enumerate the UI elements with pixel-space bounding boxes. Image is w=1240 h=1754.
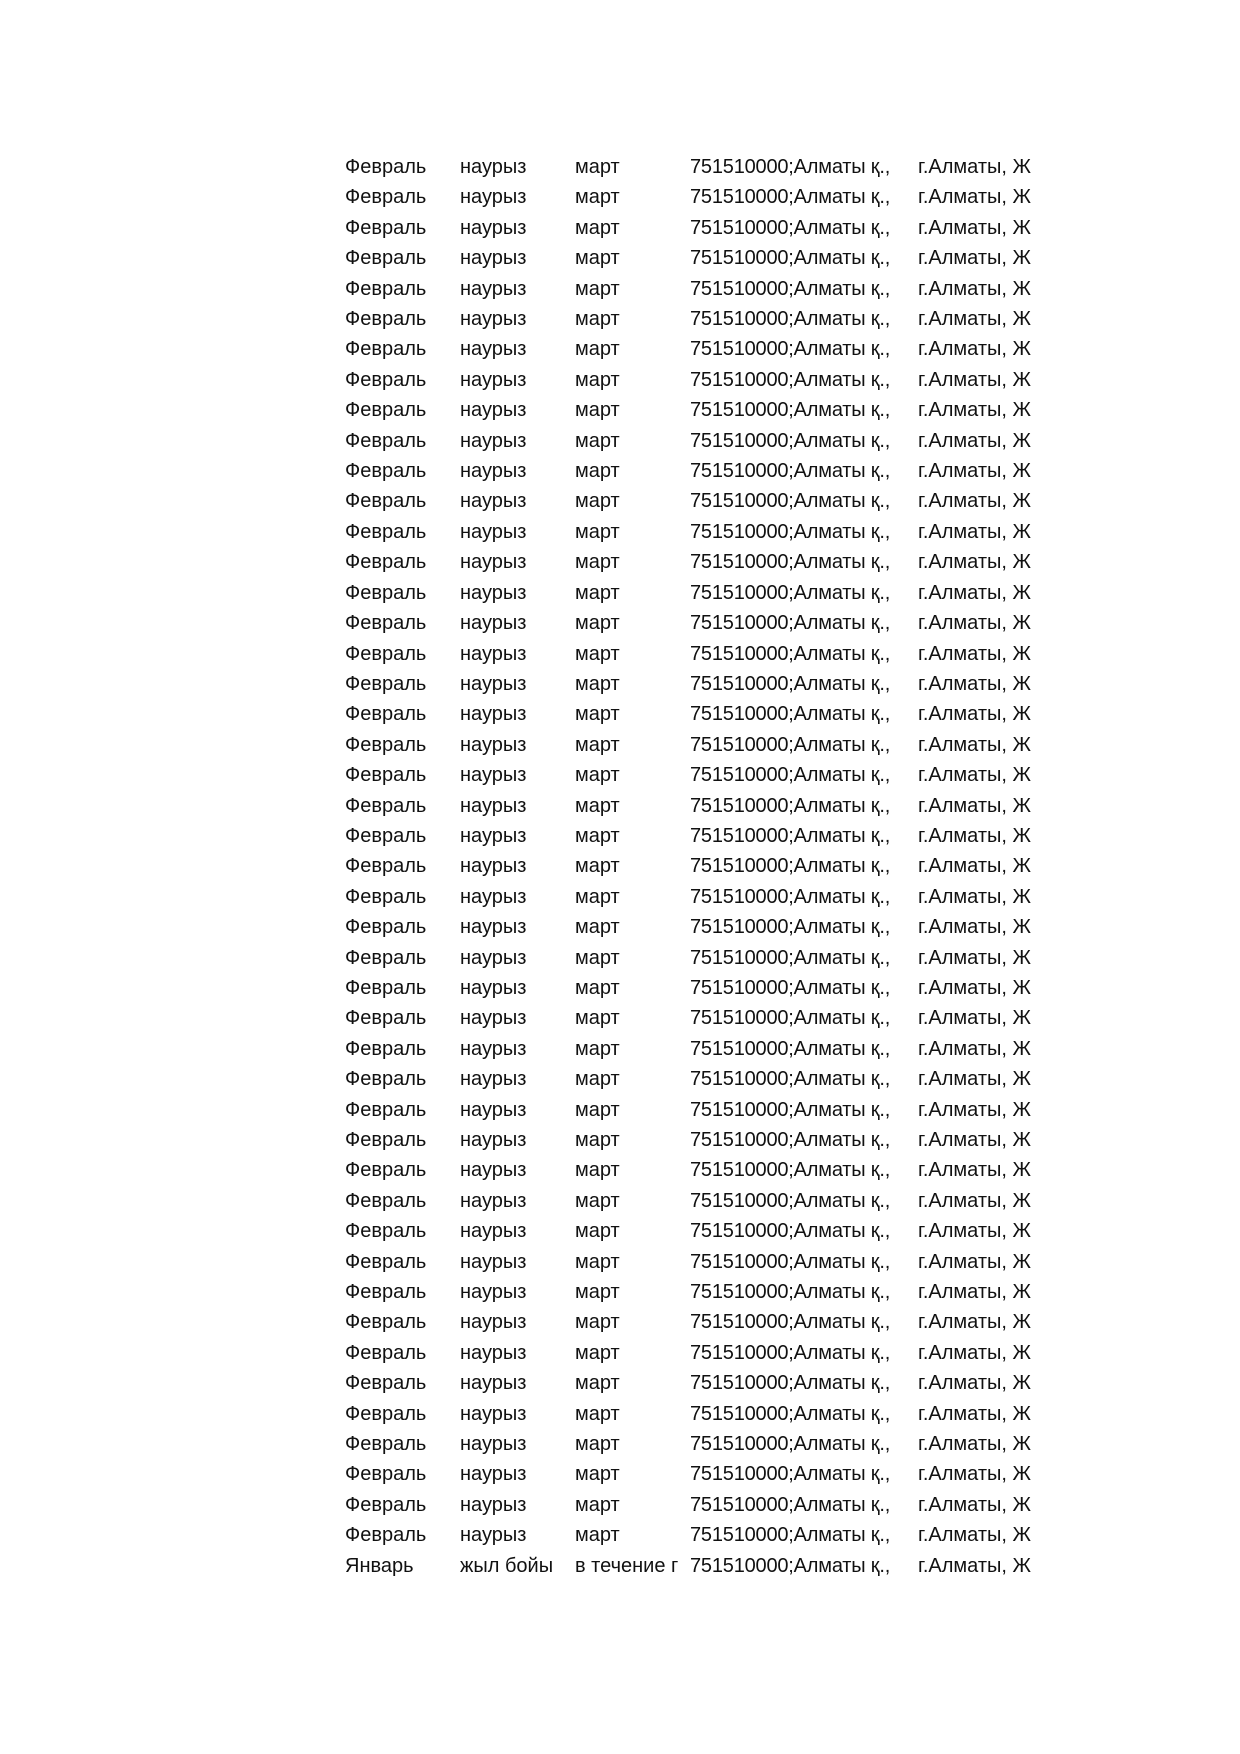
table-row — [345, 1125, 1031, 1155]
period-kz-cell: наурыз — [460, 1068, 527, 1091]
period-ru-cell: март — [575, 186, 620, 209]
table-row — [345, 1429, 1031, 1459]
period-ru-cell: март — [575, 551, 620, 574]
table-row — [345, 365, 1031, 395]
period-ru-cell: март — [575, 1402, 620, 1425]
kato-code-cell: 751510000;Алматы қ., — [690, 612, 891, 635]
kato-code-cell: 751510000;Алматы қ., — [690, 733, 891, 756]
period-ru-cell: март — [575, 885, 620, 908]
address-cell: г.Алматы, Ж — [918, 520, 1031, 543]
address-cell: г.Алматы, Ж — [918, 460, 1031, 483]
address-cell: г.Алматы, Ж — [918, 1129, 1031, 1151]
period-kz-cell: наурыз — [460, 976, 527, 999]
period-ru-cell: март — [575, 1098, 620, 1121]
table-row — [345, 152, 1031, 182]
period-ru-cell: март — [575, 855, 620, 878]
month-cell: Февраль — [345, 429, 427, 452]
period-ru-cell: март — [575, 368, 620, 391]
kato-code-cell: 751510000;Алматы қ., — [690, 216, 891, 239]
address-cell: г.Алматы, Ж — [918, 733, 1031, 756]
table-row — [345, 182, 1031, 212]
period-kz-cell: наурыз — [460, 946, 527, 969]
period-kz-cell: наурыз — [460, 1493, 527, 1516]
period-kz-cell: наурыз — [460, 612, 527, 635]
month-cell: Февраль — [345, 460, 427, 483]
month-cell: Февраль — [345, 703, 427, 726]
period-ru-cell: март — [575, 581, 620, 604]
month-cell: Февраль — [345, 277, 427, 300]
kato-code-cell: 751510000;Алматы қ., — [690, 764, 891, 787]
address-cell: г.Алматы, Ж — [918, 338, 1031, 361]
address-cell: г.Алматы, Ж — [918, 1311, 1031, 1334]
address-cell: г.Алматы, Ж — [918, 642, 1031, 665]
period-kz-cell: наурыз — [460, 1250, 527, 1273]
period-ru-cell: март — [575, 1068, 620, 1091]
period-kz-cell: наурыз — [460, 1129, 527, 1151]
table-row — [345, 1338, 1031, 1368]
kato-code-cell: 751510000;Алматы қ., — [690, 1372, 891, 1395]
kato-code-cell: 751510000;Алматы қ., — [690, 186, 891, 209]
address-cell: г.Алматы, Ж — [918, 551, 1031, 574]
address-cell: г.Алматы, Ж — [918, 186, 1031, 209]
month-cell: Февраль — [345, 186, 427, 209]
kato-code-cell: 751510000;Алматы қ., — [690, 1493, 891, 1516]
month-cell: Февраль — [345, 1341, 427, 1364]
period-kz-cell: наурыз — [460, 399, 527, 422]
kato-code-cell: 751510000;Алматы қ., — [690, 946, 891, 969]
address-cell: г.Алматы, Ж — [918, 399, 1031, 422]
kato-code-cell: 751510000;Алматы қ., — [690, 1159, 891, 1182]
period-ru-cell: март — [575, 642, 620, 665]
period-ru-cell: март — [575, 520, 620, 543]
kato-code-cell: 751510000;Алматы қ., — [690, 368, 891, 391]
month-cell: Февраль — [345, 247, 427, 270]
kato-code-cell: 751510000;Алматы қ., — [690, 277, 891, 300]
period-kz-cell: наурыз — [460, 1341, 527, 1364]
period-ru-cell: март — [575, 764, 620, 787]
month-cell: Февраль — [345, 308, 427, 331]
period-ru-cell: март — [575, 429, 620, 452]
month-cell: Февраль — [345, 1493, 427, 1516]
address-cell: г.Алматы, Ж — [918, 916, 1031, 939]
kato-code-cell: 751510000;Алматы қ., — [690, 1463, 891, 1486]
table-row — [345, 1551, 1031, 1581]
period-ru-cell: март — [575, 156, 620, 178]
period-kz-cell: наурыз — [460, 703, 527, 726]
month-cell: Февраль — [345, 1098, 427, 1121]
period-ru-cell: март — [575, 976, 620, 999]
table-row — [345, 1490, 1031, 1520]
period-kz-cell: наурыз — [460, 490, 527, 513]
kato-code-cell: 751510000;Алматы қ., — [690, 399, 891, 422]
address-cell: г.Алматы, Ж — [918, 1372, 1031, 1395]
address-cell: г.Алматы, Ж — [918, 1493, 1031, 1516]
period-kz-cell: наурыз — [460, 429, 527, 452]
table-row — [345, 426, 1031, 456]
kato-code-cell: 751510000;Алматы қ., — [690, 156, 891, 178]
address-cell: г.Алматы, Ж — [918, 1433, 1031, 1456]
month-cell: Февраль — [345, 916, 427, 939]
period-ru-cell: март — [575, 1524, 620, 1547]
kato-code-cell: 751510000;Алматы қ., — [690, 1311, 891, 1334]
month-cell: Февраль — [345, 1068, 427, 1091]
address-cell: г.Алматы, Ж — [918, 612, 1031, 635]
month-cell: Февраль — [345, 824, 427, 847]
period-ru-cell: март — [575, 1341, 620, 1364]
period-ru-cell: март — [575, 733, 620, 756]
period-ru-cell: март — [575, 338, 620, 361]
month-cell: Февраль — [345, 1463, 427, 1486]
period-ru-cell: март — [575, 612, 620, 635]
month-cell: Февраль — [345, 1220, 427, 1243]
kato-code-cell: 751510000;Алматы қ., — [690, 551, 891, 574]
period-kz-cell: наурыз — [460, 581, 527, 604]
period-kz-cell: наурыз — [460, 338, 527, 361]
address-cell: г.Алматы, Ж — [918, 1250, 1031, 1273]
table-row — [345, 1034, 1031, 1064]
kato-code-cell: 751510000;Алматы қ., — [690, 1007, 891, 1030]
table-row — [345, 547, 1031, 577]
table-row — [345, 699, 1031, 729]
period-ru-cell: март — [575, 916, 620, 939]
address-cell: г.Алматы, Ж — [918, 1402, 1031, 1425]
table-row — [345, 943, 1031, 973]
table-row — [345, 821, 1031, 851]
table-row — [345, 760, 1031, 790]
period-ru-cell: март — [575, 1372, 620, 1395]
table-row — [345, 486, 1031, 516]
address-cell: г.Алматы, Ж — [918, 794, 1031, 817]
kato-code-cell: 751510000;Алматы қ., — [690, 308, 891, 331]
period-kz-cell: наурыз — [460, 764, 527, 787]
month-cell: Февраль — [345, 672, 427, 695]
table-row — [345, 669, 1031, 699]
month-cell: Февраль — [345, 1250, 427, 1273]
address-cell: г.Алматы, Ж — [918, 1281, 1031, 1304]
period-ru-cell: март — [575, 460, 620, 483]
table-row — [345, 274, 1031, 304]
period-ru-cell: март — [575, 490, 620, 513]
kato-code-cell: 751510000;Алматы қ., — [690, 1037, 891, 1060]
kato-code-cell: 751510000;Алматы қ., — [690, 338, 891, 361]
period-kz-cell: наурыз — [460, 885, 527, 908]
period-ru-cell: март — [575, 1037, 620, 1060]
period-kz-cell: наурыз — [460, 1311, 527, 1334]
period-kz-cell: наурыз — [460, 916, 527, 939]
table-body — [345, 152, 1031, 1581]
kato-code-cell: 751510000;Алматы қ., — [690, 794, 891, 817]
address-cell: г.Алматы, Ж — [918, 1037, 1031, 1060]
month-cell: Февраль — [345, 1311, 427, 1334]
period-kz-cell: жыл бойы — [460, 1554, 554, 1577]
period-kz-cell: наурыз — [460, 642, 527, 665]
kato-code-cell: 751510000;Алматы қ., — [690, 642, 891, 665]
period-ru-cell: март — [575, 1007, 620, 1030]
month-cell: Февраль — [345, 612, 427, 635]
period-ru-cell: март — [575, 247, 620, 270]
address-cell: г.Алматы, Ж — [918, 277, 1031, 300]
month-cell: Февраль — [345, 368, 427, 391]
kato-code-cell: 751510000;Алматы қ., — [690, 1129, 891, 1151]
month-cell: Февраль — [345, 581, 427, 604]
period-ru-cell: март — [575, 1250, 620, 1273]
month-cell: Февраль — [345, 764, 427, 787]
period-kz-cell: наурыз — [460, 1402, 527, 1425]
period-kz-cell: наурыз — [460, 733, 527, 756]
kato-code-cell: 751510000;Алматы қ., — [690, 1220, 891, 1243]
kato-code-cell: 751510000;Алматы қ., — [690, 247, 891, 270]
period-kz-cell: наурыз — [460, 308, 527, 331]
period-ru-cell: март — [575, 1493, 620, 1516]
month-cell: Февраль — [345, 338, 427, 361]
kato-code-cell: 751510000;Алматы қ., — [690, 916, 891, 939]
table-row — [345, 1459, 1031, 1489]
kato-code-cell: 751510000;Алматы қ., — [690, 490, 891, 513]
month-cell: Февраль — [345, 551, 427, 574]
kato-code-cell: 751510000;Алматы қ., — [690, 581, 891, 604]
month-cell: Февраль — [345, 216, 427, 239]
period-kz-cell: наурыз — [460, 1463, 527, 1486]
month-cell: Февраль — [345, 1007, 427, 1030]
kato-code-cell: 751510000;Алматы қ., — [690, 1341, 891, 1364]
month-cell: Февраль — [345, 946, 427, 969]
period-kz-cell: наурыз — [460, 520, 527, 543]
table-row — [345, 851, 1031, 881]
address-cell: г.Алматы, Ж — [918, 824, 1031, 847]
kato-code-cell: 751510000;Алматы қ., — [690, 1524, 891, 1547]
period-kz-cell: наурыз — [460, 1220, 527, 1243]
address-cell: г.Алматы, Ж — [918, 429, 1031, 452]
period-ru-cell: март — [575, 277, 620, 300]
table-row — [345, 1095, 1031, 1125]
period-kz-cell: наурыз — [460, 824, 527, 847]
address-cell: г.Алматы, Ж — [918, 156, 1031, 178]
table-row — [345, 1064, 1031, 1094]
period-ru-cell: март — [575, 1129, 620, 1151]
kato-code-cell: 751510000;Алматы қ., — [690, 1433, 891, 1456]
kato-code-cell: 751510000;Алматы қ., — [690, 855, 891, 878]
data-table — [345, 152, 1031, 1581]
period-ru-cell: март — [575, 946, 620, 969]
table-row — [345, 213, 1031, 243]
month-cell: Февраль — [345, 1037, 427, 1060]
address-cell: г.Алматы, Ж — [918, 764, 1031, 787]
address-cell: г.Алматы, Ж — [918, 1524, 1031, 1547]
table-row — [345, 1368, 1031, 1398]
period-ru-cell: март — [575, 824, 620, 847]
table-row — [345, 517, 1031, 547]
table-row — [345, 1520, 1031, 1550]
address-cell: г.Алматы, Ж — [918, 247, 1031, 270]
month-cell: Февраль — [345, 1524, 427, 1547]
period-kz-cell: наурыз — [460, 1007, 527, 1030]
kato-code-cell: 751510000;Алматы қ., — [690, 520, 891, 543]
kato-code-cell: 751510000;Алматы қ., — [690, 1250, 891, 1273]
month-cell: Февраль — [345, 885, 427, 908]
period-kz-cell: наурыз — [460, 672, 527, 695]
table-row — [345, 304, 1031, 334]
period-ru-cell: март — [575, 1463, 620, 1486]
month-cell: Февраль — [345, 399, 427, 422]
period-kz-cell: наурыз — [460, 460, 527, 483]
table-row — [345, 395, 1031, 425]
table-row — [345, 1307, 1031, 1337]
period-kz-cell: наурыз — [460, 1281, 527, 1304]
period-kz-cell: наурыз — [460, 855, 527, 878]
period-kz-cell: наурыз — [460, 1433, 527, 1456]
address-cell: г.Алматы, Ж — [918, 1341, 1031, 1364]
address-cell: г.Алматы, Ж — [918, 1189, 1031, 1212]
kato-code-cell: 751510000;Алматы қ., — [690, 824, 891, 847]
table-row — [345, 608, 1031, 638]
month-cell: Февраль — [345, 1372, 427, 1395]
table-row — [345, 912, 1031, 942]
month-cell: Февраль — [345, 156, 427, 178]
month-cell: Февраль — [345, 855, 427, 878]
month-cell: Февраль — [345, 490, 427, 513]
month-cell: Февраль — [345, 1189, 427, 1212]
month-cell: Февраль — [345, 1402, 427, 1425]
address-cell: г.Алматы, Ж — [918, 581, 1031, 604]
period-kz-cell: наурыз — [460, 368, 527, 391]
month-cell: Февраль — [345, 794, 427, 817]
month-cell: Февраль — [345, 520, 427, 543]
period-ru-cell: март — [575, 1281, 620, 1304]
address-cell: г.Алматы, Ж — [918, 368, 1031, 391]
month-cell: Февраль — [345, 1159, 427, 1182]
kato-code-cell: 751510000;Алматы қ., — [690, 976, 891, 999]
table-row — [345, 1155, 1031, 1185]
period-kz-cell: наурыз — [460, 1098, 527, 1121]
period-kz-cell: наурыз — [460, 156, 527, 178]
period-kz-cell: наурыз — [460, 1524, 527, 1547]
month-cell: Февраль — [345, 733, 427, 756]
period-ru-cell: март — [575, 1189, 620, 1212]
period-kz-cell: наурыз — [460, 247, 527, 270]
month-cell: Февраль — [345, 1129, 427, 1151]
table-row — [345, 1399, 1031, 1429]
kato-code-cell: 751510000;Алматы қ., — [690, 672, 891, 695]
address-cell: г.Алматы, Ж — [918, 1554, 1031, 1577]
table-row — [345, 791, 1031, 821]
month-cell: Февраль — [345, 976, 427, 999]
table-row — [345, 1247, 1031, 1277]
period-ru-cell: март — [575, 399, 620, 422]
period-kz-cell: наурыз — [460, 277, 527, 300]
month-cell: Февраль — [345, 1433, 427, 1456]
kato-code-cell: 751510000;Алматы қ., — [690, 1068, 891, 1091]
address-cell: г.Алматы, Ж — [918, 1007, 1031, 1030]
table-row — [345, 1216, 1031, 1246]
period-ru-cell: март — [575, 1220, 620, 1243]
address-cell: г.Алматы, Ж — [918, 1463, 1031, 1486]
period-ru-cell: март — [575, 794, 620, 817]
table-row — [345, 973, 1031, 1003]
kato-code-cell: 751510000;Алматы қ., — [690, 1554, 891, 1577]
period-ru-cell: март — [575, 703, 620, 726]
kato-code-cell: 751510000;Алматы қ., — [690, 1402, 891, 1425]
period-kz-cell: наурыз — [460, 216, 527, 239]
kato-code-cell: 751510000;Алматы қ., — [690, 1281, 891, 1304]
period-ru-cell: март — [575, 672, 620, 695]
address-cell: г.Алматы, Ж — [918, 885, 1031, 908]
address-cell: г.Алматы, Ж — [918, 490, 1031, 513]
address-cell: г.Алматы, Ж — [918, 855, 1031, 878]
kato-code-cell: 751510000;Алматы қ., — [690, 1098, 891, 1121]
month-cell: Февраль — [345, 1281, 427, 1304]
period-kz-cell: наурыз — [460, 1159, 527, 1182]
address-cell: г.Алматы, Ж — [918, 1220, 1031, 1243]
address-cell: г.Алматы, Ж — [918, 1068, 1031, 1091]
address-cell: г.Алматы, Ж — [918, 1159, 1031, 1182]
period-kz-cell: наурыз — [460, 551, 527, 574]
period-kz-cell: наурыз — [460, 1372, 527, 1395]
month-cell: Январь — [345, 1554, 414, 1577]
period-kz-cell: наурыз — [460, 794, 527, 817]
address-cell: г.Алматы, Ж — [918, 703, 1031, 726]
address-cell: г.Алматы, Ж — [918, 308, 1031, 331]
table-row — [345, 1277, 1031, 1307]
table-row — [345, 639, 1031, 669]
kato-code-cell: 751510000;Алматы қ., — [690, 703, 891, 726]
address-cell: г.Алматы, Ж — [918, 672, 1031, 695]
table-row — [345, 1186, 1031, 1216]
period-ru-cell: март — [575, 1159, 620, 1182]
kato-code-cell: 751510000;Алматы қ., — [690, 460, 891, 483]
address-cell: г.Алматы, Ж — [918, 216, 1031, 239]
table-row — [345, 578, 1031, 608]
table-row — [345, 334, 1031, 364]
table-row — [345, 456, 1031, 486]
kato-code-cell: 751510000;Алматы қ., — [690, 885, 891, 908]
period-ru-cell: март — [575, 216, 620, 239]
period-kz-cell: наурыз — [460, 1189, 527, 1212]
table-row — [345, 882, 1031, 912]
table-row — [345, 1003, 1031, 1033]
address-cell: г.Алматы, Ж — [918, 976, 1031, 999]
address-cell: г.Алматы, Ж — [918, 1098, 1031, 1121]
period-kz-cell: наурыз — [460, 1037, 527, 1060]
month-cell: Февраль — [345, 642, 427, 665]
kato-code-cell: 751510000;Алматы қ., — [690, 429, 891, 452]
period-ru-cell: март — [575, 1433, 620, 1456]
period-ru-cell: март — [575, 308, 620, 331]
period-kz-cell: наурыз — [460, 186, 527, 209]
period-ru-cell: март — [575, 1311, 620, 1334]
table-row — [345, 243, 1031, 273]
table-row — [345, 730, 1031, 760]
period-ru-cell: в течение г — [575, 1554, 679, 1577]
kato-code-cell: 751510000;Алматы қ., — [690, 1189, 891, 1212]
address-cell: г.Алматы, Ж — [918, 946, 1031, 969]
